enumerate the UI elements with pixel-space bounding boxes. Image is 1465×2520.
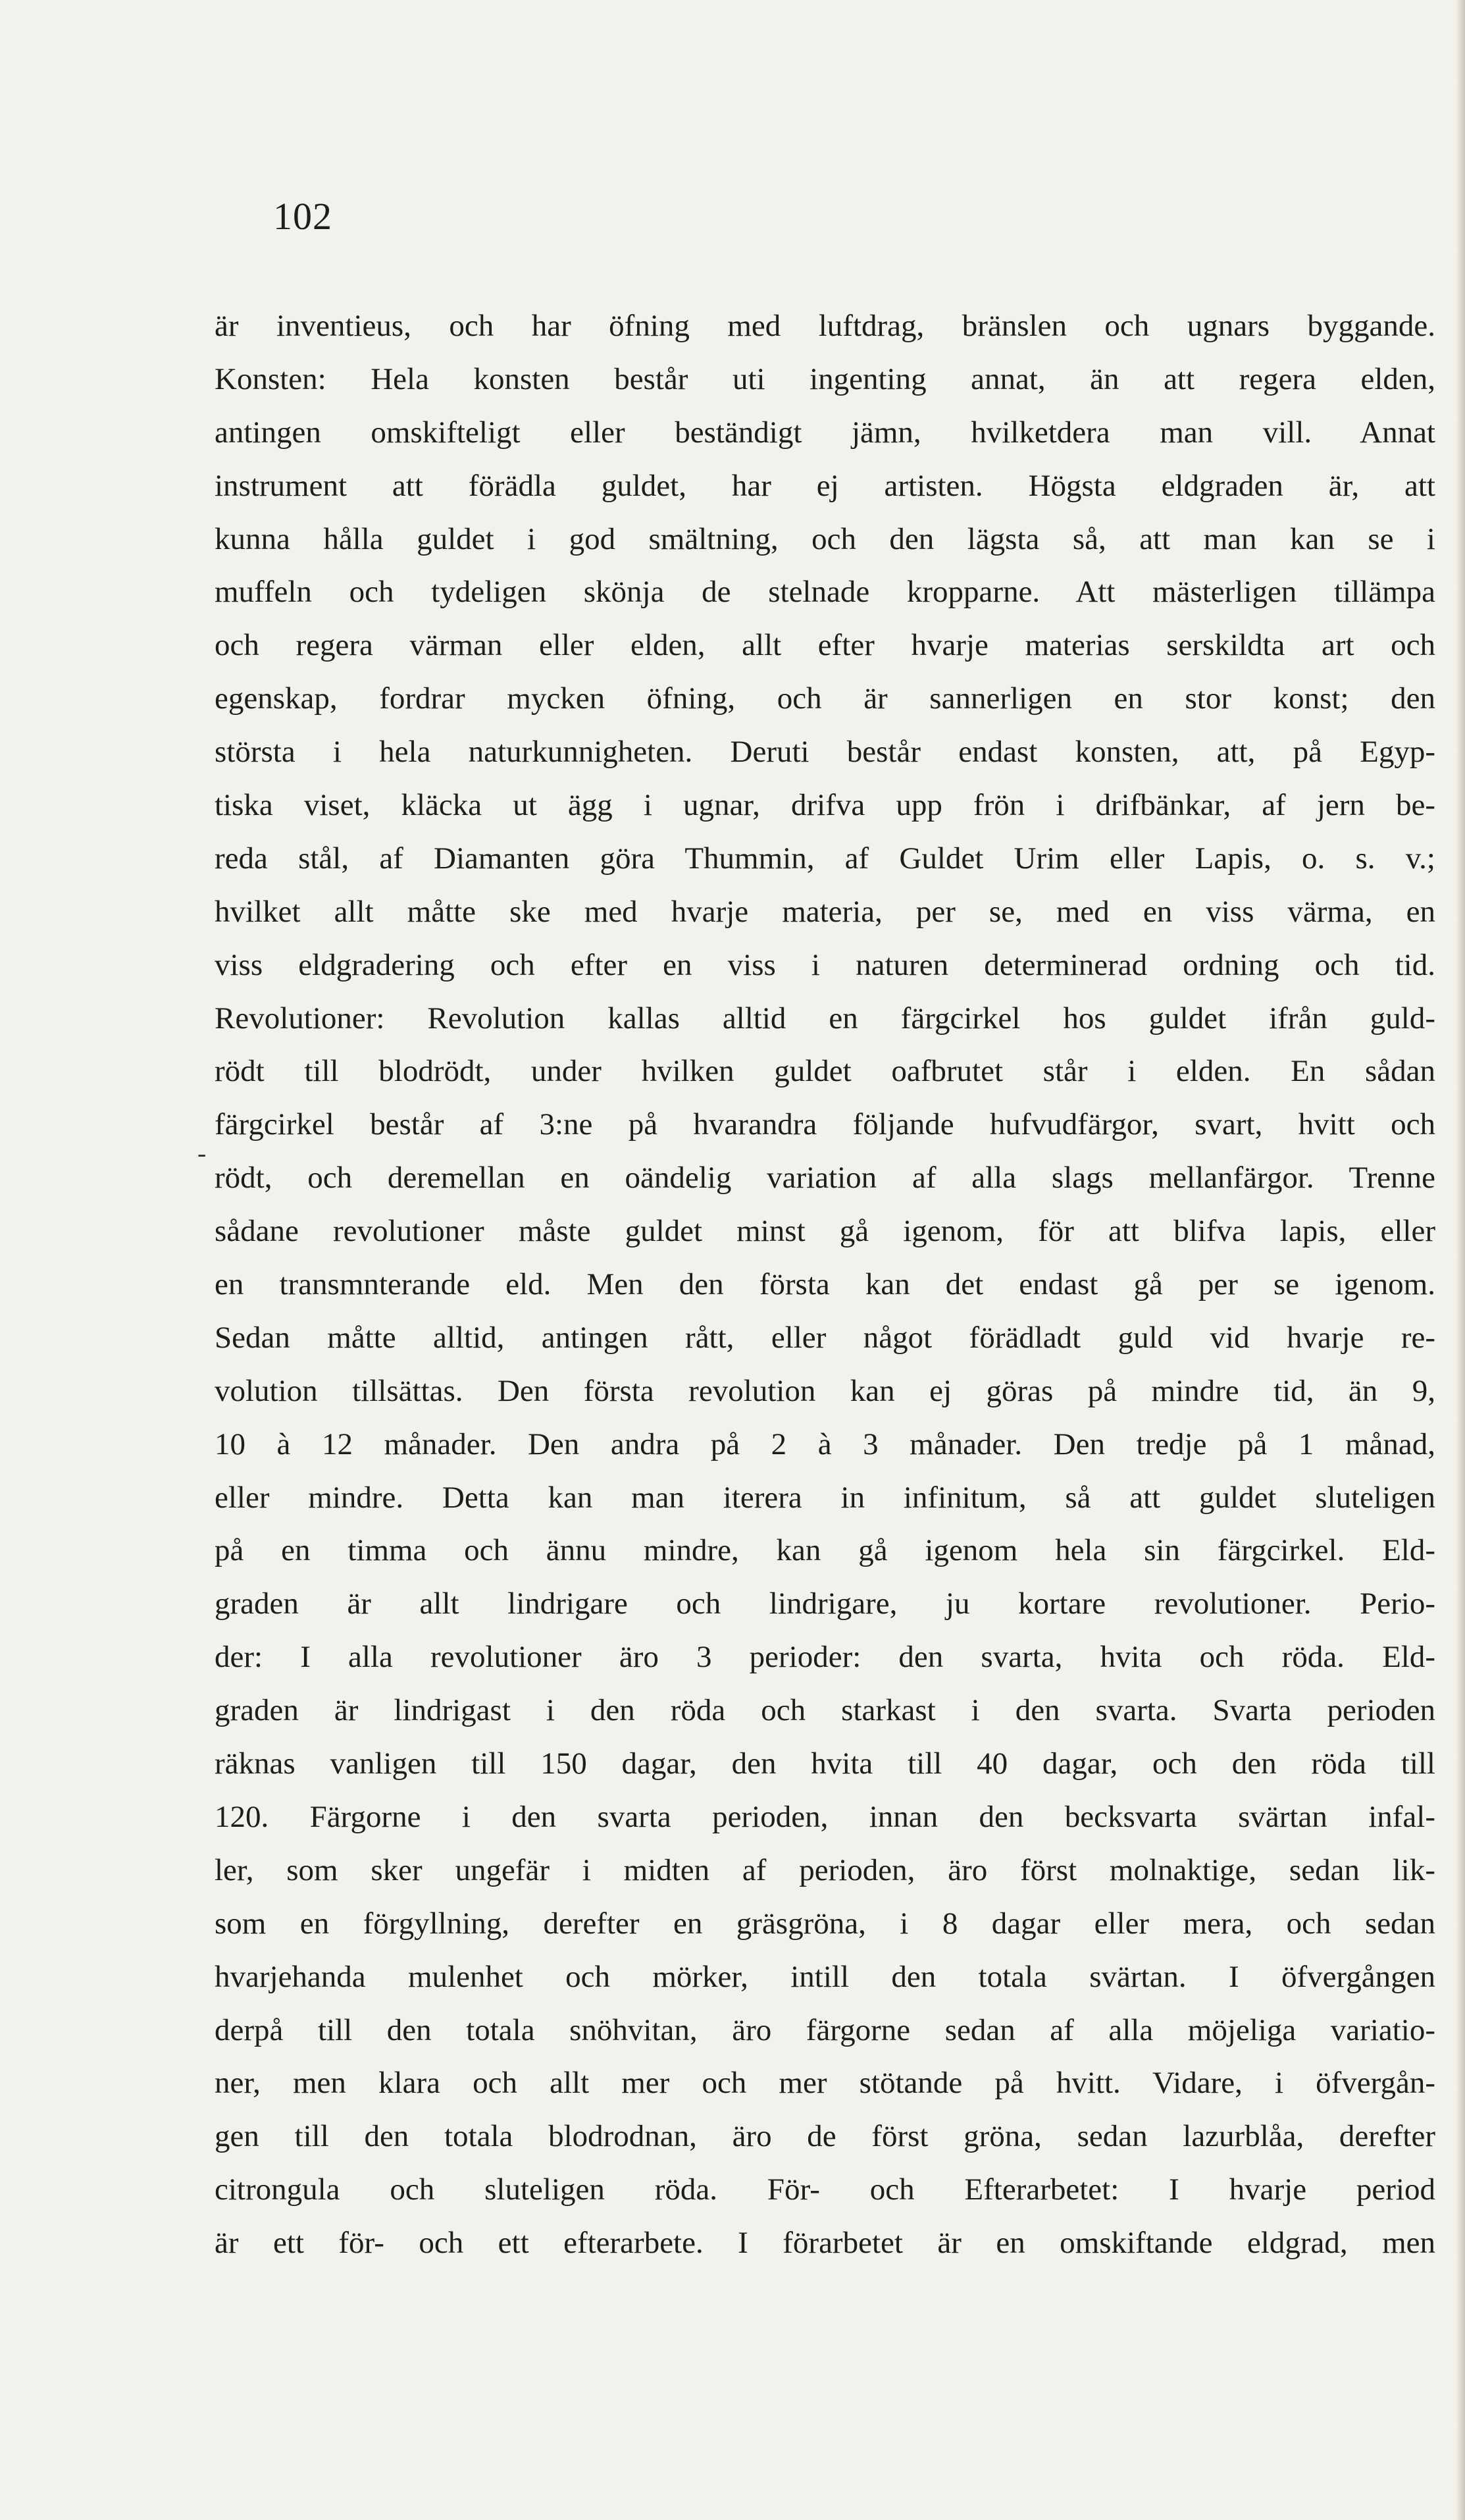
text-line: rödt, och deremellan en oändelig variation af alla slags mellanfärgor. Trenne — [215, 1161, 1435, 1195]
text-line: färgcirkel består af 3:ne på hvarandra följande hufvudfärgor, svart, hvitt och — [215, 1107, 1435, 1142]
text-line: der: I alla revolutioner äro 3 perioder: den svarta, hvita och röda. Eld- — [215, 1640, 1435, 1675]
text-line: eller mindre. Detta kan man iterera in infinitum, så att guldet sluteligen — [215, 1480, 1435, 1515]
text-line: sådane revolutioner måste guldet minst gå igenom, för att blifva lapis, eller — [215, 1214, 1435, 1249]
text-line: räknas vanligen till 150 dagar, den hvita till 40 dagar, och den röda till — [215, 1746, 1435, 1781]
text-line: rödt till blodrödt, under hvilken guldet oafbrutet står i elden. En sådan — [215, 1054, 1435, 1089]
text-line: graden är allt lindrigare och lindrigare, ju kortare revolutioner. Perio- — [215, 1587, 1435, 1621]
margin-mark: - — [197, 1138, 207, 1168]
text-line: instrument att förädla guldet, har ej artisten. Högsta eldgraden är, att — [215, 468, 1435, 503]
text-line: derpå till den totala snöhvitan, äro färgorne sedan af alla möjeliga variatio- — [215, 2012, 1435, 2047]
text-line: gen till den totala blodrodnan, äro de först gröna, sedan lazurblåa, derefter — [215, 2119, 1435, 2154]
text-line: volution tillsättas. Den första revolution kan ej göras på mindre tid, än 9, — [215, 1373, 1435, 1408]
text-line: och regera värman eller elden, allt efter hvarje materias serskildta art och — [215, 628, 1435, 663]
text-line: Sedan måtte alltid, antingen rått, eller något förädladt guld vid hvarje re- — [215, 1320, 1435, 1355]
page-number: 102 — [273, 195, 332, 238]
text-line: ner, men klara och allt mer och mer stötande på hvitt. Vidare, i öfvergån- — [215, 2066, 1435, 2101]
text-line: muffeln och tydeligen skönja de stelnade kropparne. Att mästerligen tillämpa — [215, 575, 1435, 610]
text-line: graden är lindrigast i den röda och starkast i den svarta. Svarta perioden — [215, 1693, 1435, 1728]
text-line: hvilket allt måtte ske med hvarje materia, per se, med en viss värma, en — [215, 894, 1435, 929]
text-line: största i hela naturkunnigheten. Deruti består endast konsten, att, på Egyp- — [215, 735, 1435, 770]
text-line: en transmnterande eld. Men den första kan det endast gå per se igenom. — [215, 1267, 1435, 1302]
text-line: på en timma och ännu mindre, kan gå igenom hela sin färgcirkel. Eld- — [215, 1533, 1435, 1568]
text-line: är inventieus, och har öfning med luftdrag, bränslen och ugnars byggande. — [215, 309, 1435, 343]
text-line: hvarjehanda mulenhet och mörker, intill den totala svärtan. I öfvergången — [215, 1959, 1435, 1994]
text-line: egenskap, fordrar mycken öfning, och är sannerligen en stor konst; den — [215, 681, 1435, 716]
text-line: ler, som sker ungefär i midten af perioden, äro först molnaktige, sedan lik- — [215, 1852, 1435, 1887]
text-line: 10 à 12 månader. Den andra på 2 à 3 månader. Den tredje på 1 månad, — [215, 1427, 1435, 1461]
text-line: antingen omskifteligt eller beständigt jämn, hvilketdera man vill. Annat — [215, 415, 1435, 450]
text-line: Konsten: Hela konsten består uti ingenting annat, än att regera elden, — [215, 361, 1435, 396]
text-line: kunna hålla guldet i god smältning, och den lägsta så, att man kan se i — [215, 521, 1435, 556]
text-line: citrongula och sluteligen röda. För- och Efterarbetet: I hvarje period — [215, 2172, 1435, 2207]
text-line: som en förgyllning, derefter en gräsgröna, i 8 dagar eller mera, och sedan — [215, 1906, 1435, 1941]
page-edge — [1456, 0, 1465, 2520]
body-text — [215, 300, 1435, 2270]
text-line: 120. Färgorne i den svarta perioden, innan den becksvarta svärtan infal- — [215, 1799, 1435, 1834]
text-line: är ett för- och ett efterarbete. I förarbetet är en omskiftande eldgrad, men — [215, 2226, 1435, 2261]
text-line: tiska viset, kläcka ut ägg i ugnar, drifva upp frön i drifbänkar, af jern be- — [215, 788, 1435, 823]
text-line: Revolutioner: Revolution kallas alltid en färgcirkel hos guldet ifrån guld- — [215, 1001, 1435, 1036]
text-line: viss eldgradering och efter en viss i naturen determinerad ordning och tid. — [215, 947, 1435, 982]
text-line: reda stål, af Diamanten göra Thummin, af Guldet Urim eller Lapis, o. s. v.; — [215, 841, 1435, 876]
